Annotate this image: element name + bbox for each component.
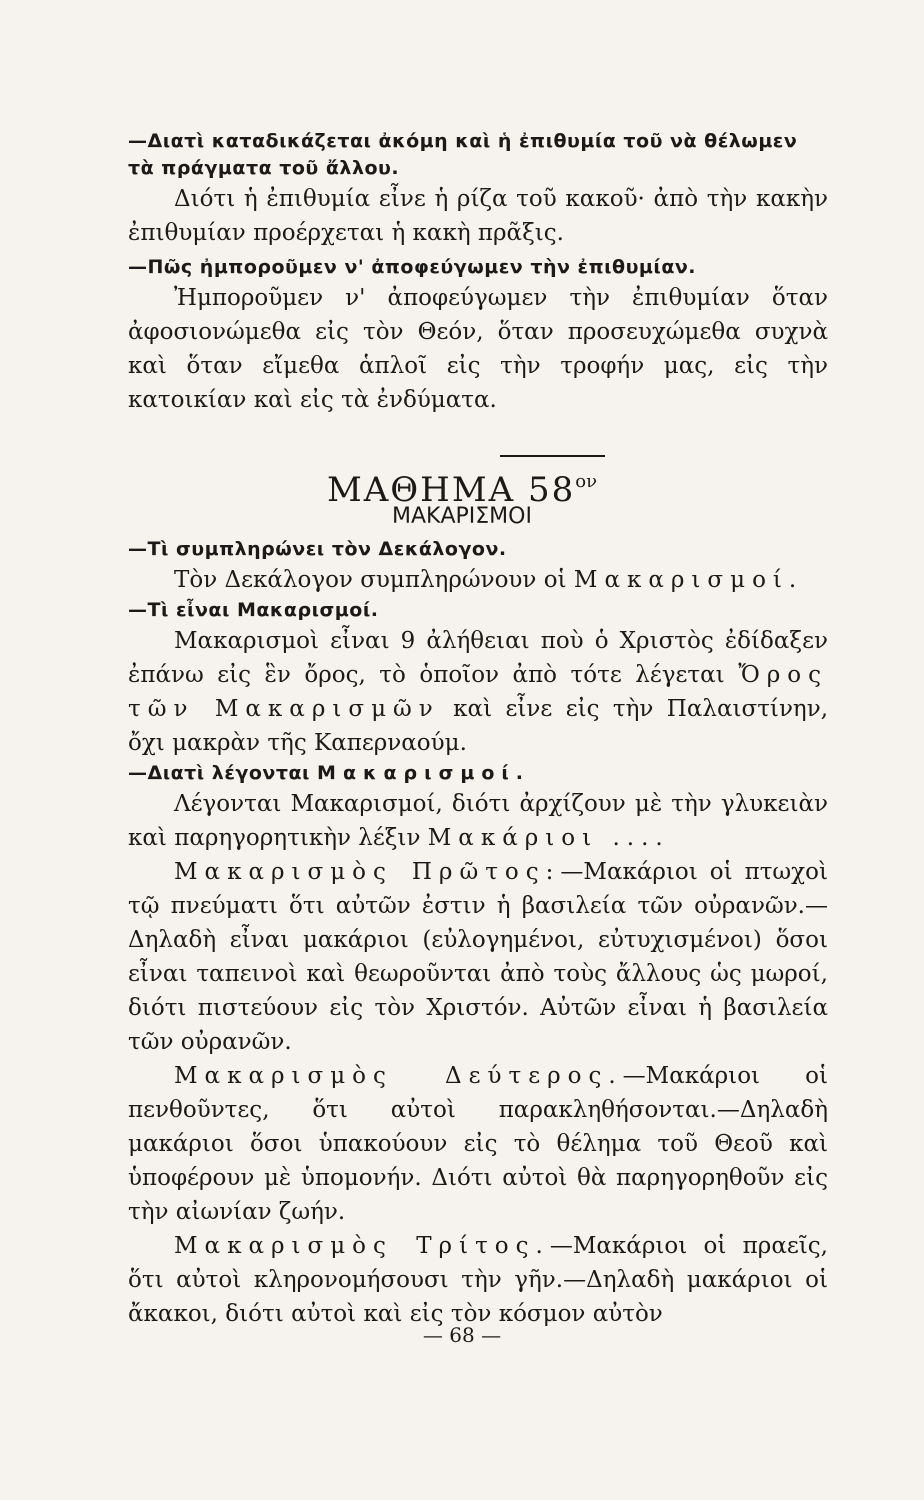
beatitude-second-label: Μακαρισμὸς Δεύτερος. (174, 1063, 623, 1089)
answer-decalogue-text: Τὸν Δεκάλογον συμπληρώνουν οἱ (174, 567, 574, 593)
lesson-body (128, 536, 828, 1331)
lesson-subtitle: ΜΑΚΑΡΙΣΜΟΙ (392, 504, 532, 529)
beatitude-second (128, 1059, 828, 1229)
beatitude-first (128, 855, 828, 1059)
answer-what-text-1: Μακαρισμοὶ εἶναι 9 ἀλήθειαι ποὺ ὁ Χριστὸς ἐδίδαξεν ἐπάνω εἰς ἓν ὄρος, τὸ ὁποῖον ἀπὸ τότε λέγεται (128, 628, 828, 688)
lesson-title-text: ΜΑΘΗΜΑ 58 (326, 470, 576, 510)
top-block (128, 128, 828, 417)
answer-what-beatitudes (128, 624, 828, 760)
page-number: — 68 — (422, 1323, 502, 1347)
answer-why-called (128, 787, 828, 855)
answer-decalogue-spaced: Μακαρισμοί. (573, 567, 804, 593)
answer-decalogue (128, 563, 828, 597)
section-divider (500, 455, 605, 457)
answer-avoid-desire: Ἠμποροῦμεν ν' ἀποφεύγωμεν τὴν ἐπιθυμίαν ὅταν ἀφοσιονώμεθα εἰς τὸν Θεόν, ὅταν προσευχώμεθα συχνὰ καὶ ὅταν εἴμεθα ἁπλοῖ εἰς τὴν τροφήν μας, εἰς τὴν κατοικίαν καὶ εἰς τὰ ἐνδύματα. (128, 285, 828, 413)
question-what-beatitudes: —Τὶ εἶναι Μακαρισμοί. (128, 599, 379, 621)
answer-why-text: Λέγονται Μακαρισμοί, διότι ἀρχίζουν μὲ τὴν γλυκειὰν καὶ παρηγορητικὴν λέξιν (128, 791, 828, 851)
question-why-text: —Διατὶ λέγονται (128, 762, 318, 784)
beatitude-first-text: —Μακάριοι οἱ πτωχοὶ τῷ πνεύματι ὅτι αὐτῶν ἐστιν ἡ βασιλεία τῶν οὐρανῶν.—Δηλαδὴ εἶναι μακάριοι (εὐλογημένοι, εὐτυχισμένοι) ὅσοι εἶναι ταπεινοὶ καὶ θεωροῦνται ἀπὸ τοὺς ἄλλους ὡς μωροί, διότι πιστεύουν εἰς τὸν Χριστόν. Αὐτῶν εἶναι ἡ βασιλεία τῶν οὐρανῶν. (128, 859, 828, 1055)
beatitude-third-text: —Μακάριοι οἱ πραεῖς, ὅτι αὐτοὶ κληρονομήσουσι τὴν γῆν.—Δηλαδὴ μακάριοι οἱ ἄκακοι, διότι αὐτοὶ καὶ εἰς τὸν κόσμον αὐτὸν (128, 1233, 828, 1327)
beatitude-first-label: Μακαρισμὸς Πρῶτος: (174, 859, 561, 885)
lesson-ordinal: ον (575, 471, 598, 492)
answer-what-text-2: καὶ εἶνε εἰς τὴν Παλαιστίνην, ὄχι μακρὰν τῆς Καπερναούμ. (128, 696, 829, 756)
answer-what-spaced: Ὄρος τῶν Μακαρισμῶν (128, 662, 828, 722)
answer-why-spaced: Μακάριοι .... (427, 825, 670, 851)
question-covet: —Διατὶ καταδικάζεται ἀκόμη καὶ ἡ ἐπιθυμία τοῦ νὰ θέλωμεν τὰ πράγματα τοῦ ἄλλου. (128, 130, 798, 179)
beatitude-third (128, 1229, 828, 1331)
answer-covet: Διότι ἡ ἐπιθυμία εἶνε ἡ ρίζα τοῦ κακοῦ· ἀπὸ τὴν κακὴν ἐπιθυμίαν προέρχεται ἡ κακὴ πρᾶξις. (128, 186, 828, 246)
question-avoid-desire: —Πῶς ἠμποροῦμεν ν' ἀποφεύγωμεν τὴν ἐπιθυμίαν. (128, 256, 697, 278)
question-why-spaced: Μακαρισμοί. (317, 762, 531, 784)
question-why-called (128, 760, 828, 787)
beatitude-second-text: —Μακάριοι οἱ πενθοῦντες, ὅτι αὐτοὶ παρακληθήσονται.—Δηλαδὴ μακάριοι ὅσοι ὑπακούουν εἰς τὸ θέλημα τοῦ Θεοῦ καὶ ὑποφέρουν μὲ ὑπομονήν. Διότι αὐτοὶ θὰ παρηγορηθοῦν εἰς τὴν αἰωνίαν ζωήν. (128, 1063, 828, 1225)
beatitude-third-label: Μακαρισμὸς Τρίτος. (174, 1233, 550, 1259)
question-decalogue: —Τὶ συμπληρώνει τὸν Δεκάλογον. (128, 538, 507, 560)
